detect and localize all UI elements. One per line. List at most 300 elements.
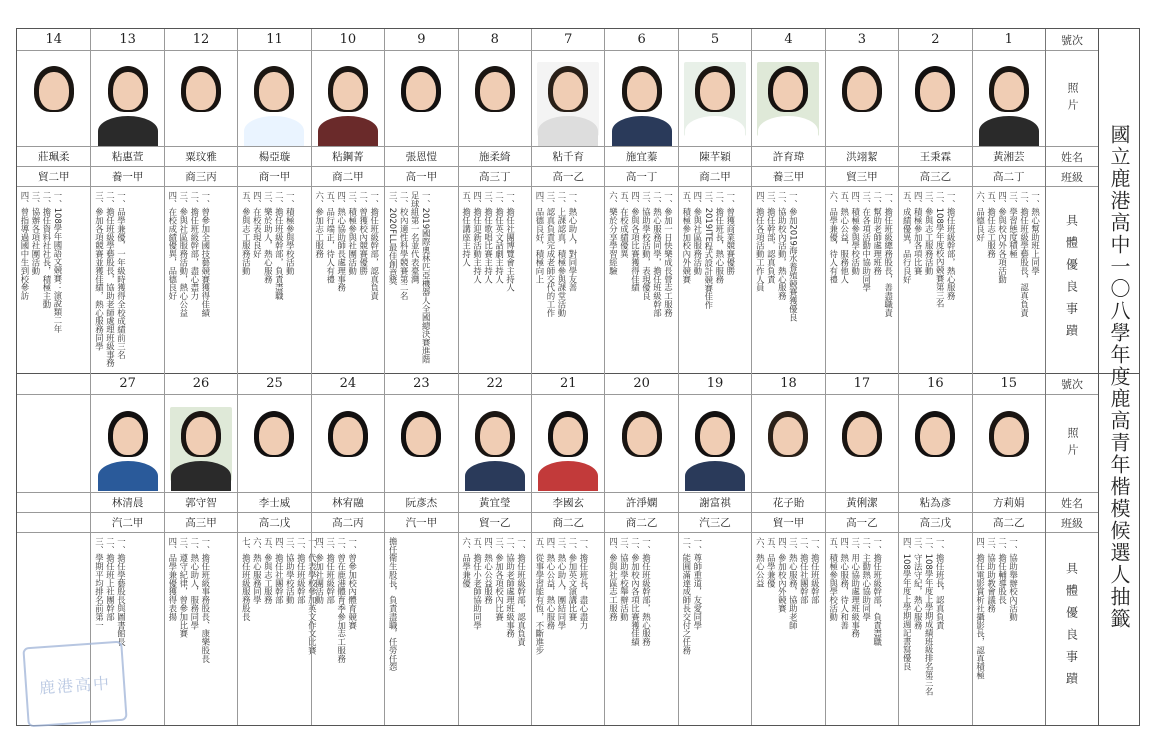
candidate-name: 黃宜瑩 bbox=[459, 493, 531, 513]
photo-face bbox=[186, 72, 216, 110]
candidate-name: 粘惠萱 bbox=[91, 147, 163, 167]
candidate-number: 5 bbox=[679, 29, 751, 51]
candidate-class: 汽一甲 bbox=[385, 513, 457, 533]
candidate-deeds bbox=[973, 187, 1045, 373]
candidate-number: 7 bbox=[532, 29, 604, 51]
header-no bbox=[1046, 29, 1098, 51]
candidate-column bbox=[237, 29, 310, 373]
candidate-number: 23 bbox=[385, 373, 457, 395]
candidate-column bbox=[237, 373, 318, 725]
candidate-number: 24 bbox=[312, 373, 384, 395]
candidate-photo bbox=[537, 62, 599, 136]
candidate-number: 10 bbox=[312, 29, 384, 51]
candidate-deeds-text: 一、108學年國語文競賽：演說類二年 二、擔任資料社社長，積極主動 三、協辦各項社團活動 四、曾指導過國中生到校參訪 bbox=[20, 191, 63, 333]
candidate-photo bbox=[243, 407, 305, 481]
candidate-class: 貿二甲 bbox=[17, 167, 90, 187]
candidate-deeds bbox=[312, 187, 384, 373]
photo-shirt bbox=[832, 116, 892, 146]
candidate-number: 17 bbox=[826, 373, 898, 395]
candidate-number: 12 bbox=[165, 29, 237, 51]
candidate-photo bbox=[537, 407, 599, 481]
candidate-number: 14 bbox=[17, 29, 90, 51]
candidate-number: 20 bbox=[605, 373, 677, 395]
candidate-photo-cell bbox=[973, 51, 1045, 147]
candidate-photo-cell bbox=[973, 395, 1045, 493]
header-photo-label: 照片 bbox=[1066, 426, 1079, 461]
candidate-number: 15 bbox=[973, 373, 1045, 395]
photo-shirt bbox=[391, 461, 451, 491]
candidate-photo bbox=[978, 62, 1040, 136]
candidate-photo bbox=[170, 407, 232, 481]
candidate-number: 13 bbox=[91, 29, 163, 51]
candidate-column bbox=[825, 373, 898, 725]
candidate-deeds-text: 一、參加一日快樂成長營志工服務 二、熱心服務同學，擔任班級幹部 三、協助學校活動，表現優良 四、參與各項比賽獲得佳績 五、在校成績優異 六、樂於分享學習經驗 bbox=[608, 191, 674, 317]
photo-shirt bbox=[465, 116, 525, 146]
candidate-class: 高三丁 bbox=[459, 167, 531, 187]
candidate-number: 2 bbox=[899, 29, 971, 51]
photo-face bbox=[406, 417, 436, 455]
photo-shirt bbox=[685, 461, 745, 491]
photo-face bbox=[700, 72, 730, 110]
photo-face bbox=[920, 417, 950, 455]
candidate-photo-cell bbox=[532, 51, 604, 147]
candidate-number: 21 bbox=[532, 373, 604, 395]
candidate-deeds-text: 一、熱心幫助班上同學 二、擔任班級學藝股長，認真負責 三、學習態度積極 四、參與校內外各項活動 五、擔任志工服務 六、品德良好 bbox=[975, 191, 1041, 317]
candidate-column bbox=[311, 373, 384, 725]
candidate-photo-cell bbox=[752, 51, 824, 147]
photo-shirt bbox=[612, 116, 672, 146]
photo-face bbox=[259, 417, 289, 455]
photo-face bbox=[700, 417, 730, 455]
candidate-deeds-text: 一、曾參加全國技藝競賽獲得佳績 二、擔任班級幹部，盡心盡力 三、參與社區服務活動，熱心公益 四、在校成績優異，品德良好 bbox=[167, 191, 211, 317]
candidate-class: 養三甲 bbox=[752, 167, 824, 187]
candidate-class: 商一甲 bbox=[238, 167, 310, 187]
candidate-class: 高三甲 bbox=[165, 513, 237, 533]
candidate-column bbox=[164, 373, 237, 725]
candidate-name: 李國玄 bbox=[532, 493, 604, 513]
header-column bbox=[1045, 29, 1098, 373]
candidate-name: 方莉娟 bbox=[973, 493, 1045, 513]
candidate-photo bbox=[317, 62, 379, 136]
header-deeds bbox=[1046, 187, 1098, 373]
candidate-deeds-text: 一、曾參加校內體育競賽 二、曾在鹿港體育季參加志工服務 三、擔任班級幹部 四、參加社團活動 bbox=[314, 537, 358, 663]
photo-shirt bbox=[612, 461, 672, 491]
photo-shirt bbox=[758, 461, 818, 491]
candidate-deeds bbox=[605, 533, 677, 723]
candidate-name: 施宜蓁 bbox=[605, 147, 677, 167]
header-class-label: 班級 bbox=[1061, 516, 1083, 530]
photo-shirt bbox=[832, 461, 892, 491]
header-deeds-label: 具體優良事蹟 bbox=[1064, 214, 1079, 346]
candidate-deeds-text: 一、擔任班長，認真負責 二、108學年度上學期成績班級排名第三名 三、守法守紀，熱心服務 四、108學年度上學期週記書寫優良 bbox=[902, 537, 946, 696]
candidate-deeds-text: 擔任衛生股長，負責盡職，任勞任怨 bbox=[388, 537, 399, 672]
header-no-label: 號次 bbox=[1061, 377, 1083, 391]
candidate-column bbox=[384, 29, 457, 373]
candidate-photo-cell bbox=[238, 51, 310, 147]
candidate-deeds bbox=[165, 533, 237, 723]
candidate-photo-cell bbox=[17, 51, 90, 147]
candidate-deeds-text: 一、擔任社團博覽會主持人 二、擔任英文話劇主持人 三、擔任歌唱比賽主持人 四、擔任迎新活動主持人 五、擔任講座主持人 bbox=[461, 191, 516, 292]
candidate-photo bbox=[464, 62, 526, 136]
candidate-photo-cell bbox=[679, 51, 751, 147]
candidate-photo-cell bbox=[899, 395, 971, 493]
candidate-deeds-text: 一、代表學校參加英文作文比賽 二、擔任班級幹部 三、協助學校活動 四、擔任社團幹部 五、參與志工服務 六、熱心服務同學 七、擔任班級服務股長 bbox=[241, 537, 318, 655]
candidate-photo-cell bbox=[165, 395, 237, 493]
photo-face bbox=[480, 72, 510, 110]
candidate-photo bbox=[464, 407, 526, 481]
candidate-column bbox=[898, 29, 971, 373]
photo-face bbox=[259, 72, 289, 110]
header-class bbox=[1046, 167, 1098, 187]
candidate-photo-cell bbox=[826, 51, 898, 147]
candidate-photo bbox=[757, 407, 819, 481]
candidate-photo bbox=[757, 62, 819, 136]
candidate-column bbox=[164, 29, 237, 373]
photo-face bbox=[627, 417, 657, 455]
candidate-deeds bbox=[752, 187, 824, 373]
page-title: 國立鹿港高中一〇八學年度鹿高青年楷模候選人抽籤 bbox=[1107, 124, 1131, 630]
candidate-sheet bbox=[16, 28, 1140, 726]
candidate-class: 高二戊 bbox=[238, 513, 310, 533]
candidate-deeds bbox=[679, 533, 751, 723]
candidate-column bbox=[972, 29, 1045, 373]
candidate-class: 高三乙 bbox=[899, 167, 971, 187]
photo-shirt bbox=[98, 461, 158, 491]
candidate-photo bbox=[831, 62, 893, 136]
candidate-deeds bbox=[973, 533, 1045, 723]
photo-shirt bbox=[318, 116, 378, 146]
candidate-class: 汽三乙 bbox=[679, 513, 751, 533]
photo-face bbox=[773, 72, 803, 110]
candidate-class: 高三戊 bbox=[899, 513, 971, 533]
candidate-photo bbox=[23, 62, 85, 136]
photo-face bbox=[333, 417, 363, 455]
school-seal-stamp bbox=[22, 641, 127, 728]
candidate-photo bbox=[97, 62, 159, 136]
candidate-column bbox=[90, 29, 163, 373]
candidate-name: 洪翊絜 bbox=[826, 147, 898, 167]
photo-shirt bbox=[391, 116, 451, 146]
empty-cell bbox=[17, 373, 90, 395]
candidate-name: 粟玟雅 bbox=[165, 147, 237, 167]
candidate-photo-cell bbox=[385, 51, 457, 147]
header-name bbox=[1046, 493, 1098, 513]
photo-face bbox=[113, 417, 143, 455]
candidate-number: 16 bbox=[899, 373, 971, 395]
candidate-photo-cell bbox=[312, 51, 384, 147]
candidate-photo-cell bbox=[532, 395, 604, 493]
candidate-name: 許育瑋 bbox=[752, 147, 824, 167]
photo-face bbox=[920, 72, 950, 110]
candidate-photo bbox=[831, 407, 893, 481]
header-name-label: 姓名 bbox=[1061, 150, 1083, 164]
photo-face bbox=[406, 72, 436, 110]
candidate-name: 謝富祺 bbox=[679, 493, 751, 513]
header-no-label: 號次 bbox=[1061, 33, 1083, 47]
candidate-class: 高一甲 bbox=[385, 167, 457, 187]
candidate-column bbox=[825, 29, 898, 373]
candidate-photo bbox=[684, 407, 746, 481]
photo-shirt bbox=[318, 461, 378, 491]
candidate-deeds bbox=[385, 187, 457, 373]
candidate-name: 郭守智 bbox=[165, 493, 237, 513]
photo-shirt bbox=[905, 116, 965, 146]
candidate-deeds-text: 一、曾獲商業競賽優勝 二、擔任班長，熱心服務 三、2019ITE程式設計競賽佳作 四、參與社區服務活動 五、積極參加校內外競賽 bbox=[681, 191, 736, 310]
photo-shirt bbox=[538, 461, 598, 491]
header-name bbox=[1046, 147, 1098, 167]
candidate-class: 高一丁 bbox=[605, 167, 677, 187]
candidate-column bbox=[604, 29, 677, 373]
candidate-deeds bbox=[605, 187, 677, 373]
candidate-class: 貿三甲 bbox=[826, 167, 898, 187]
candidate-photo-cell bbox=[459, 395, 531, 493]
candidate-deeds-text: 一、擔任班級事務股長、康樂股長 二、熱心助人，服務同學 三、遵守紀律，曾參加比賽 四、品學兼優獲得表揚 bbox=[167, 537, 211, 663]
candidate-deeds-text: 一、擔任班級幹部，負責盡職 二、主動熱心協助同學 三、用心協助處理班級事務 四、熱心服務，待人和善 五、積極參與學校活動 bbox=[828, 537, 883, 647]
candidate-photo bbox=[904, 407, 966, 481]
candidate-class: 高一乙 bbox=[532, 167, 604, 187]
bottom-half bbox=[17, 373, 1139, 725]
stamp-text: 鹿港高中 bbox=[38, 673, 112, 697]
candidate-photo bbox=[170, 62, 232, 136]
candidate-name: 花子貽 bbox=[752, 493, 824, 513]
photo-face bbox=[333, 72, 363, 110]
candidate-name: 林清晨 bbox=[91, 493, 163, 513]
candidate-class: 貿一甲 bbox=[752, 513, 824, 533]
candidate-column bbox=[604, 373, 677, 725]
candidate-deeds bbox=[532, 187, 604, 373]
candidate-photo-cell bbox=[91, 395, 163, 493]
candidate-photo-cell bbox=[238, 395, 310, 493]
header-photo bbox=[1046, 51, 1098, 147]
candidate-deeds bbox=[532, 533, 604, 723]
candidate-photo bbox=[611, 62, 673, 136]
candidate-deeds-text: 一、擔任班級總務股長，善盡職責 二、幫助老師處理班務 三、在各項活動中協助同學 四、積極參與學校活動 五、熱心公益，服務他人 六、品學兼優，待人有禮 bbox=[828, 191, 894, 317]
photo-face bbox=[480, 417, 510, 455]
candidate-column bbox=[458, 29, 531, 373]
candidate-number: 18 bbox=[752, 373, 824, 395]
photo-face bbox=[627, 72, 657, 110]
candidate-name: 粘千育 bbox=[532, 147, 604, 167]
candidate-name: 林宥融 bbox=[312, 493, 384, 513]
candidate-class: 商二乙 bbox=[532, 513, 604, 533]
candidate-photo-cell bbox=[605, 51, 677, 147]
candidate-number: 9 bbox=[385, 29, 457, 51]
photo-shirt bbox=[24, 116, 84, 146]
candidate-deeds bbox=[312, 533, 384, 723]
photo-shirt bbox=[98, 116, 158, 146]
candidate-deeds bbox=[826, 533, 898, 723]
candidate-deeds-text: 一、擔任班級幹部，認真負責 二、協助老師處理班級事務 三、參加各項校內比賽 四、熱心公益服務 五、擔任小老師協助同學 六、品學兼優 bbox=[461, 537, 527, 647]
candidate-deeds bbox=[679, 187, 751, 373]
candidate-deeds bbox=[826, 187, 898, 373]
candidate-deeds bbox=[165, 187, 237, 373]
candidate-photo bbox=[684, 62, 746, 136]
candidate-number: 25 bbox=[238, 373, 310, 395]
candidate-column bbox=[751, 373, 824, 725]
candidate-number: 22 bbox=[459, 373, 531, 395]
candidate-photo bbox=[390, 62, 452, 136]
candidate-number: 4 bbox=[752, 29, 824, 51]
photo-shirt bbox=[538, 116, 598, 146]
candidate-photo-cell bbox=[165, 51, 237, 147]
candidate-class: 商二乙 bbox=[605, 513, 677, 533]
candidate-class: 高二丁 bbox=[973, 167, 1045, 187]
photo-face bbox=[186, 417, 216, 455]
candidate-number: 26 bbox=[165, 373, 237, 395]
candidate-deeds-text: 一、擔任班長，盡心盡力 二、參加英文演講比賽 三、熱心助人，團結同學 四、熱心公益，熱心服務 五、從事學習能有恆，不斷進步 bbox=[535, 537, 589, 655]
candidate-deeds bbox=[17, 187, 90, 373]
empty-cell bbox=[17, 493, 90, 513]
candidate-photo-cell bbox=[91, 51, 163, 147]
candidate-column bbox=[678, 373, 751, 725]
candidate-name: 張恩愷 bbox=[385, 147, 457, 167]
candidate-deeds-text: 一、參加2019海水養殖競賽獲優良 二、協助校內活動，熱心服務 三、擔任幹部，認真負責 四、擔任各項活動工作人員 bbox=[755, 191, 799, 322]
candidate-deeds-text: 一、積極參與學校活動 二、擔任班級幹部，負責盡職 三、樂於助人，熱心服務 四、在校表現良好 五、參與志工服務活動 bbox=[241, 191, 296, 301]
candidate-deeds bbox=[459, 187, 531, 373]
candidate-class: 高一乙 bbox=[826, 513, 898, 533]
candidate-column bbox=[898, 373, 971, 725]
candidate-deeds bbox=[899, 533, 971, 723]
candidate-class: 高二乙 bbox=[973, 513, 1045, 533]
candidate-deeds bbox=[459, 533, 531, 723]
photo-face bbox=[553, 72, 583, 110]
candidate-photo-cell bbox=[752, 395, 824, 493]
candidate-deeds-text: 一、品學兼優，一年級時獲得全校成績前三名 二、擔任班級學藝股長，協助老師處理班級事務 三、參加各項競賽並獲佳績，熱心服務同學 bbox=[94, 191, 127, 368]
candidate-column bbox=[531, 29, 604, 373]
candidate-deeds-text: 一、尊師重道，友愛同學 二、能圓滿達成師長交付之任務 bbox=[681, 537, 703, 655]
top-half bbox=[17, 29, 1139, 374]
candidate-name: 粘為彥 bbox=[899, 493, 971, 513]
candidate-photo-cell bbox=[605, 395, 677, 493]
candidate-deeds-text: 一、協助舉辦校內活動 二、擔任輔導股長 三、協助助教會議務 四、擔任電影賞析社攝影長，認真積極 bbox=[975, 537, 1019, 680]
candidate-photo-cell bbox=[312, 395, 384, 493]
candidate-column bbox=[311, 29, 384, 373]
candidate-deeds bbox=[238, 533, 318, 723]
candidate-photo bbox=[390, 407, 452, 481]
candidate-column bbox=[751, 29, 824, 373]
candidate-column bbox=[972, 373, 1045, 725]
header-no bbox=[1046, 373, 1098, 395]
candidate-name: 王秉霖 bbox=[899, 147, 971, 167]
photo-shirt bbox=[171, 461, 231, 491]
candidate-deeds-text: 一、擔任班級幹部 二、擔任社團幹部 三、熱心服務，協助老師 四、參加校內外競賽 五、品學兼優 六、熱心公益 bbox=[755, 537, 821, 630]
candidate-deeds-text: 一、2019國際奧林匹亞機器人全國總決賽進階足球組第一名並代表臺灣 二、校內適性科學競賽第二名 三、2020FLL最佳創意獎 bbox=[388, 191, 432, 364]
candidate-class: 高二丙 bbox=[312, 513, 384, 533]
photo-face bbox=[994, 417, 1024, 455]
candidate-number: 3 bbox=[826, 29, 898, 51]
header-class bbox=[1046, 513, 1098, 533]
candidate-number: 8 bbox=[459, 29, 531, 51]
candidate-photo bbox=[978, 407, 1040, 481]
candidate-deeds-text: 一、擔任班級幹部，熱心服務 二、參加校內各項比賽獲佳績 三、協助學校舉辦活動 四、參與社區志工服務 bbox=[608, 537, 652, 647]
candidate-column bbox=[531, 373, 604, 725]
candidate-number: 27 bbox=[91, 373, 163, 395]
candidate-deeds-text: 一、熱心助人，對同學友善 二、上課認真，積極參與課堂活動 三、認真負責完成老師交代的工作 四、品德良好，積極向上 bbox=[535, 191, 578, 317]
candidate-photo-cell bbox=[459, 51, 531, 147]
candidate-number: 19 bbox=[679, 373, 751, 395]
header-photo-label: 照片 bbox=[1066, 81, 1079, 116]
candidate-number: 1 bbox=[973, 29, 1045, 51]
candidate-name: 陳芊穎 bbox=[679, 147, 751, 167]
photo-face bbox=[39, 72, 69, 110]
candidate-deeds bbox=[899, 187, 971, 373]
candidate-class: 汽二甲 bbox=[91, 513, 163, 533]
candidate-photo bbox=[317, 407, 379, 481]
header-photo bbox=[1046, 395, 1098, 493]
photo-shirt bbox=[758, 116, 818, 146]
candidate-photo-cell bbox=[385, 395, 457, 493]
candidate-class: 貿一乙 bbox=[459, 513, 531, 533]
candidate-deeds bbox=[385, 533, 457, 723]
candidate-class: 商二甲 bbox=[312, 167, 384, 187]
candidate-deeds bbox=[752, 533, 824, 723]
photo-shirt bbox=[979, 461, 1039, 491]
candidate-deeds bbox=[91, 187, 163, 373]
candidate-class: 養一甲 bbox=[91, 167, 163, 187]
candidate-column bbox=[458, 373, 531, 725]
header-class-label: 班級 bbox=[1061, 170, 1083, 184]
photo-shirt bbox=[244, 116, 304, 146]
candidate-photo-cell bbox=[679, 395, 751, 493]
candidate-name: 施柔綺 bbox=[459, 147, 531, 167]
candidate-name: 黃俐潔 bbox=[826, 493, 898, 513]
candidate-column bbox=[384, 373, 457, 725]
candidate-photo bbox=[243, 62, 305, 136]
candidate-photo bbox=[611, 407, 673, 481]
photo-shirt bbox=[171, 116, 231, 146]
header-deeds bbox=[1046, 533, 1098, 723]
photo-shirt bbox=[979, 116, 1039, 146]
empty-cell bbox=[17, 513, 90, 533]
candidate-name: 黃湘芸 bbox=[973, 147, 1045, 167]
candidate-column bbox=[678, 29, 751, 373]
photo-shirt bbox=[244, 461, 304, 491]
title-column bbox=[1098, 29, 1140, 725]
photo-face bbox=[847, 72, 877, 110]
header-name-label: 姓名 bbox=[1061, 496, 1083, 510]
candidate-photo-cell bbox=[899, 51, 971, 147]
candidate-photo bbox=[97, 407, 159, 481]
candidate-deeds-text: 一、擔任班級幹部，認真負責 二、曾獲校內競賽優勝 三、積極參與社團活動 四、熱心協助師長處理事務 五、品行端正，待人有禮 六、參加志工服務 bbox=[314, 191, 380, 301]
candidate-deeds-text: 一、擔任班級幹部，熱心服務 二、108學年度校內競賽第三名 三、參與志工服務活動 四、積極參加各項比賽 五、成績優異，品行良好 bbox=[902, 191, 957, 308]
candidate-photo bbox=[904, 62, 966, 136]
photo-face bbox=[553, 417, 583, 455]
photo-shirt bbox=[465, 461, 525, 491]
candidate-class: 商二甲 bbox=[679, 167, 751, 187]
photo-face bbox=[773, 417, 803, 455]
candidate-name: 許淨嫻 bbox=[605, 493, 677, 513]
header-deeds-label: 具體優良事蹟 bbox=[1064, 562, 1079, 694]
photo-shirt bbox=[685, 116, 745, 146]
photo-face bbox=[847, 417, 877, 455]
candidate-deeds bbox=[238, 187, 310, 373]
candidate-name: 阮彥杰 bbox=[385, 493, 457, 513]
candidate-name: 楊亞璇 bbox=[238, 147, 310, 167]
empty-cell bbox=[17, 395, 90, 493]
candidate-number: 11 bbox=[238, 29, 310, 51]
candidate-deeds-text: 一、擔任學藝股長與圖書館長 二、擔任班上社團幹部 三、學期平均排名前第一 bbox=[94, 537, 127, 647]
candidate-number: 6 bbox=[605, 29, 677, 51]
photo-face bbox=[994, 72, 1024, 110]
photo-face bbox=[113, 72, 143, 110]
candidate-photo-cell bbox=[826, 395, 898, 493]
candidate-name: 李士威 bbox=[238, 493, 310, 513]
header-column bbox=[1045, 373, 1098, 725]
candidate-name: 粘鋼菁 bbox=[312, 147, 384, 167]
photo-shirt bbox=[905, 461, 965, 491]
candidate-class: 商三丙 bbox=[165, 167, 237, 187]
candidate-name: 莊珮柔 bbox=[17, 147, 90, 167]
